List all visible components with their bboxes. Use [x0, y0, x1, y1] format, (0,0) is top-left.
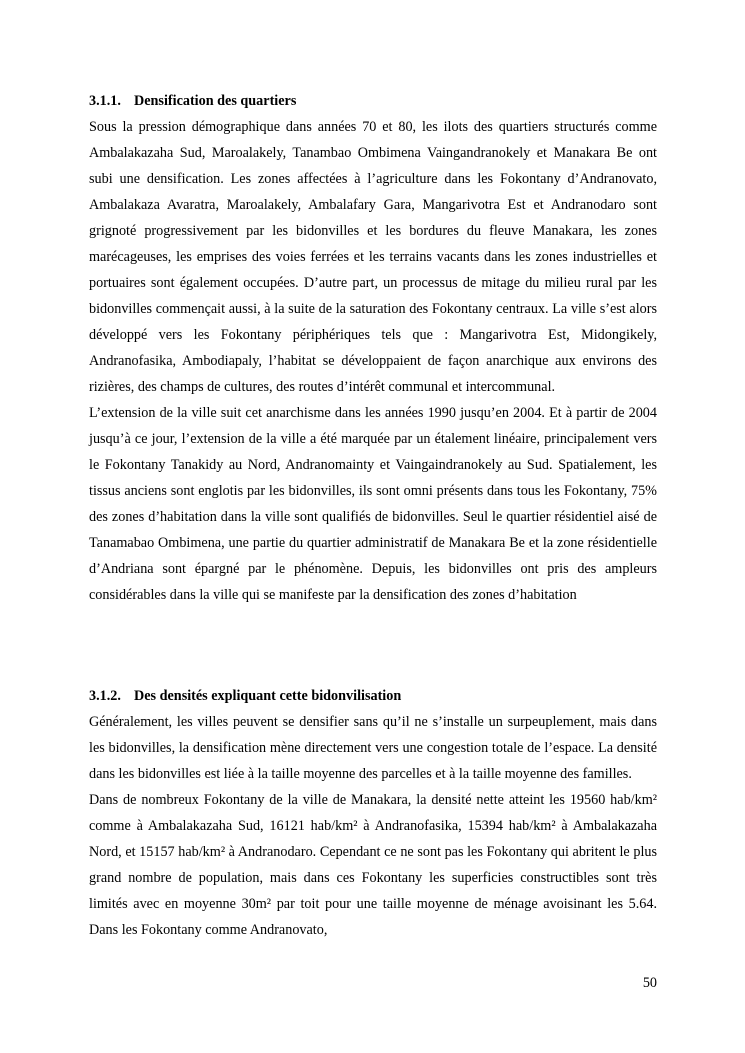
section-heading [89, 683, 657, 709]
section-des-densites [89, 683, 657, 943]
page-number: 50 [642, 975, 657, 991]
paragraph: Généralement, les villes peuvent se densifier sans qu’il ne s’installe un surpeuplement, mais dans les bidonvilles, la densification mène directement vers une congestion totale de l’espace. La densité dans les bidonvilles est liée à la taille moyenne des parcelles et à la taille moyenne des familles. [89, 714, 657, 782]
section-title: Des densités expliquant cette bidonvilisation [134, 688, 402, 704]
paragraph: Sous la pression démographique dans années 70 et 80, les ilots des quartiers structurés comme Ambalakazaha Sud, Maroalakely, Tanambao Ombimena Vaingandranokely et Manakara Be ont subi une densification. Les zones affectées à l’agriculture dans les Fokontany d’Andranovato, Ambalakaza Avaratra, Maroalakely, Ambalafary Gara, Mangarivotra Est et Andranodaro sont grignoté progressivement par les bidonvilles et les bordures du fleuve Manakara, les zones marécageuses, les emprises des voies ferrées et les terrains vacants dans les zones industrielles et portuaires sont également occupées. D’autre part, un processus de mitage du milieu rural par les bidonvilles commençait aussi, à la suite de la saturation des Fokontany centraux. La ville s’est alors développé vers les Fokontany périphériques tels que : Mangarivotra Est, Midongikely, Andranofasika, Ambodiapaly, l’habitat se développaient de façon anarchique aux environs des rizières, des champs de cultures, des routes d’intérêt communal et intercommunal. [89, 119, 657, 395]
section-title: Densification des quartiers [134, 93, 297, 109]
paragraph: L’extension de la ville suit cet anarchisme dans les années 1990 jusqu’en 2004. Et à partir de 2004 jusqu’à ce jour, l’extension de la ville a été marquée par un étalement linéaire, principalement vers le Fokontany Tanakidy au Nord, Andranomainty et Vaingaindranokely au Sud. Spatialement, les tissus anciens sont englotis par les bidonvilles, ils sont omni présents dans tous les Fokontany, 75% des zones d’habitation dans la ville sont qualifiés de bidonvilles. Seul le quartier résidentiel aisé de Tanamabao Ombimena, une partie du quartier administratif de Manakara Be et la zone résidentielle d’Andriana sont épargné par le phénomène. Depuis, les bidonvilles ont pris des ampleurs considérables dans la ville qui se manifeste par la densification des zones d’habitation [89, 405, 657, 603]
section-densification-des-quartiers [89, 88, 657, 608]
section-heading [89, 88, 657, 114]
section-number: 3.1.1. [89, 93, 121, 109]
section-number: 3.1.2. [89, 688, 121, 704]
paragraph: Dans de nombreux Fokontany de la ville de Manakara, la densité nette atteint les 19560 hab/km² comme à Ambalakazaha Sud, 16121 hab/km² à Andranofasika, 15394 hab/km² à Ambalakazaha Nord, et 15157 hab/km² à Andranodaro. Cependant ce ne sont pas les Fokontany qui abritent le plus grand nombre de population, mais dans ces Fokontany les superficies constructibles sont très limités avec en moyenne 30m² par toit pour une taille moyenne de ménage avoisinant les 5.64. Dans les Fokontany comme Andranovato, [89, 792, 657, 938]
